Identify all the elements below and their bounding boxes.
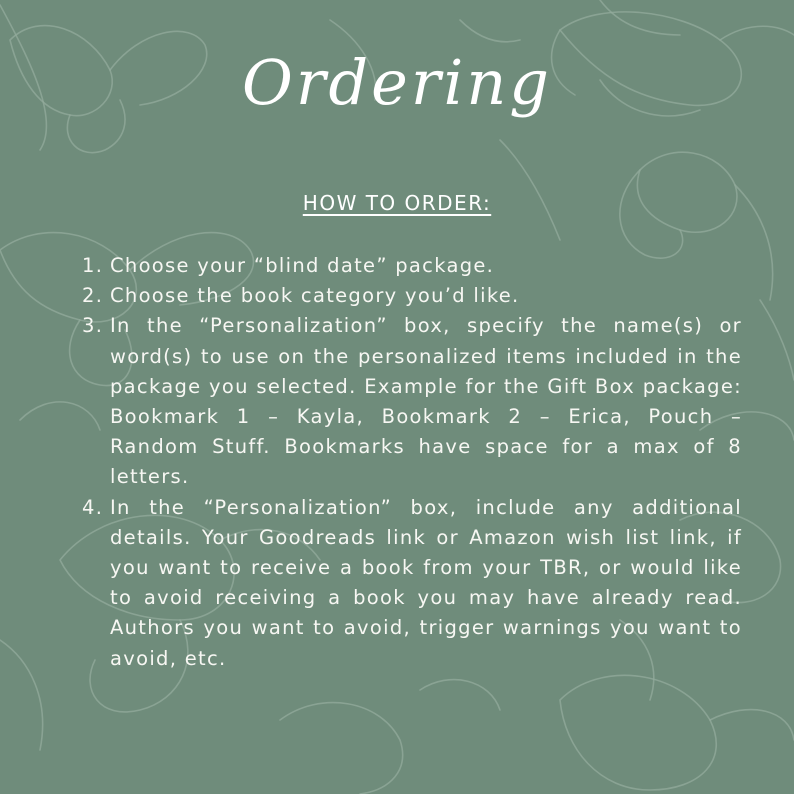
butterfly-outline: [600, 0, 680, 35]
step-number: 1.: [82, 254, 104, 277]
butterfly-outline: [710, 710, 794, 740]
step-text: In the “Personalization” box, specify the name(s) or word(s) to use on the personalized items included in the package you selected. Example for the Gift Box package: Bookmark 1 – Kayla, Bookmark 2 – Erica, Pouch – Random Stuff. Bookmarks have space for a max of 8 letters.: [110, 314, 742, 489]
butterfly-outline: [460, 20, 520, 42]
step-item: [82, 493, 742, 674]
step-number: 2.: [82, 284, 104, 308]
butterfly-outline: [420, 680, 500, 710]
butterfly-outline: [500, 140, 560, 240]
ordering-steps-list: [82, 251, 742, 674]
step-item: [82, 281, 742, 311]
butterfly-outline: [720, 26, 794, 40]
step-number: 4.: [82, 495, 104, 519]
step-text: Choose your “blind date” package.: [110, 254, 495, 277]
step-item: [82, 251, 742, 281]
step-number: 3.: [82, 314, 104, 338]
butterfly-outline: [560, 675, 716, 790]
how-to-order-heading: HOW TO ORDER:: [302, 191, 492, 215]
step-item: [82, 311, 742, 492]
page-title: Ordering: [242, 46, 552, 119]
butterfly-outline: [0, 640, 43, 750]
step-text: In the “Personalization” box, include any additional details. Your Goodreads link or Amazon wish list link, if you want to receive a book from your TBR, or would like to avoid receiving a book you may have already read. Authors you want to avoid, trigger warnings you want to avoid, etc.: [110, 495, 742, 670]
step-text: Choose the book category you’d like.: [110, 284, 520, 308]
butterfly-outline: [280, 703, 403, 794]
butterfly-outline: [760, 300, 794, 380]
